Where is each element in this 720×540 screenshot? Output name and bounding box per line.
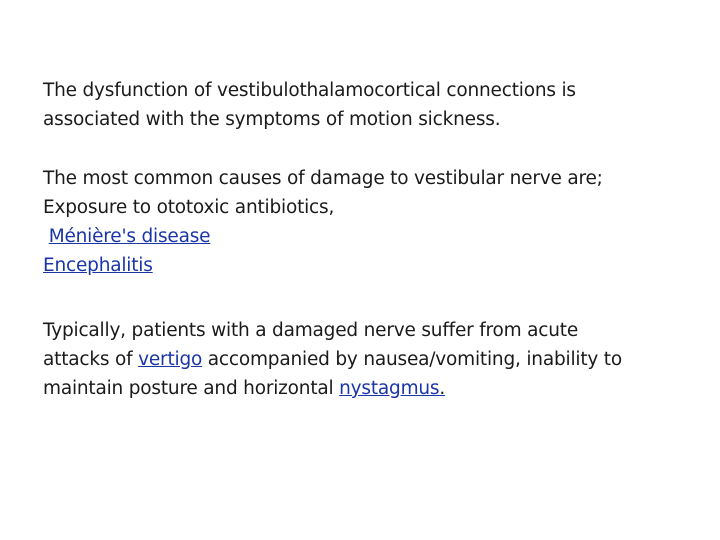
vertigo-link[interactable]: vertigo: [138, 349, 203, 370]
text-span: attacks of: [43, 349, 139, 370]
text-line: The most common causes of damage to vestibular nerve are;: [43, 168, 603, 189]
text-line: associated with the symptoms of motion sickness.: [43, 109, 501, 130]
meniere-disease-link[interactable]: Ménière's disease: [48, 226, 211, 247]
nystagmus-link-text: nystagmus: [339, 378, 440, 399]
paragraph-motion-sickness: [43, 76, 693, 134]
text-span: maintain posture and horizontal: [43, 378, 340, 399]
text-span: accompanied by nausea/vomiting, inability to: [202, 349, 622, 370]
encephalitis-link[interactable]: Encephalitis: [43, 255, 153, 276]
text-line: [43, 222, 693, 251]
text-line: [43, 251, 693, 280]
text-line: [43, 316, 693, 345]
link-period: .: [439, 378, 446, 399]
text-line: [43, 345, 693, 374]
text-line: Exposure to ototoxic antibiotics,: [43, 197, 335, 218]
text-line: [43, 374, 693, 403]
nystagmus-link[interactable]: [339, 378, 445, 399]
text-line: The dysfunction of vestibulothalamocortical connections is: [43, 80, 576, 101]
paragraph-symptoms: [43, 316, 693, 403]
text-span: Typically, patients with a damaged nerve suffer from acute: [43, 320, 579, 341]
paragraph-causes: [43, 164, 693, 280]
